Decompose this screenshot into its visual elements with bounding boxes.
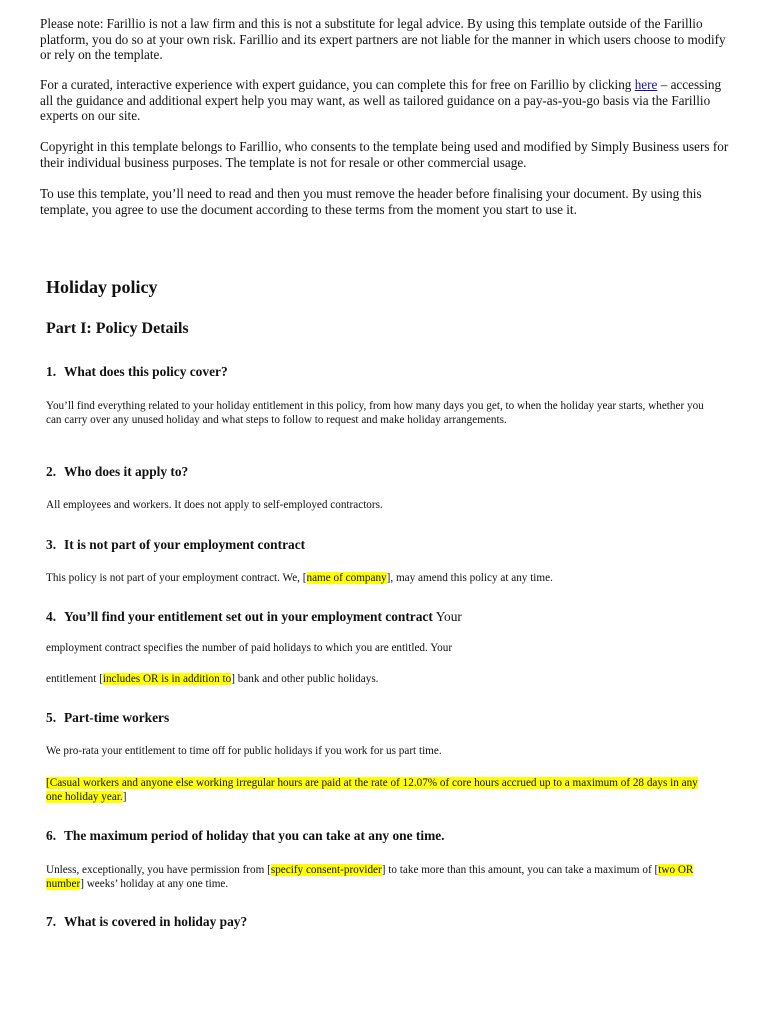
section-number: 1. <box>46 364 57 379</box>
section-body-5-casual <box>46 776 716 804</box>
notice-text: For a curated, interactive experience with expert guidance, you can complete this for free on Farillio by clicking <box>40 77 635 92</box>
body-text: ] weeks’ holiday at any one time. <box>80 878 229 890</box>
section-heading-text: What does this policy cover? <box>64 364 228 379</box>
section-number: 6. <box>46 828 57 843</box>
section-body-6 <box>46 863 716 891</box>
notice-paragraph-copyright: Copyright in this template belongs to Farillio, who consents to the template being used and modified by Simply Business users for their individual business purposes. The template is not for resale or other commercial usage. <box>40 139 729 170</box>
placeholder-company-name: name of company <box>306 572 387 584</box>
here-link[interactable]: here <box>634 77 658 92</box>
body-text: ], may amend this policy at any time. <box>386 572 553 584</box>
section-heading-text: Who does it apply to? <box>64 464 189 479</box>
section-heading-7 <box>46 914 247 930</box>
section-number: 2. <box>46 464 57 479</box>
body-text: entitlement [ <box>46 673 103 685</box>
section-body-4-line2 <box>46 672 716 686</box>
body-text: ] to take more than this amount, you can take a maximum of [ <box>381 864 659 876</box>
section-number: 3. <box>46 537 57 552</box>
section-heading-text: Part-time workers <box>64 710 170 725</box>
section-heading-1 <box>46 364 228 380</box>
placeholder-weeks-number: two OR number <box>46 864 694 890</box>
body-text: Unless, exceptionally, you have permission from [ <box>46 864 271 876</box>
bracket: [ <box>46 777 50 789</box>
placeholder-consent-provider: specify consent-provider <box>270 864 382 876</box>
body-text: ] bank and other public holidays. <box>231 673 379 685</box>
notice-paragraph-farillio <box>40 77 734 124</box>
section-number: 7. <box>46 914 57 929</box>
section-heading-text: You’ll find your entitlement set out in your employment contract <box>64 609 433 624</box>
section-body-1: You’ll find everything related to your holiday entitlement in this policy, from how many days you get, to when the holiday year starts, whether you can carry over any unused holiday and what steps to follow to request and make holiday arrangements. <box>46 400 704 426</box>
placeholder-holiday-option: includes OR is in addition to <box>102 673 232 685</box>
notice-paragraph-usage: To use this template, you’ll need to read and then you must remove the header before finalising your document. By using this template, you agree to use the document according to these terms from the moment you start to use it. <box>40 186 702 217</box>
section-body-3 <box>46 571 716 585</box>
section-body-4-line1: employment contract specifies the number of paid holidays to which you are entitled. Your <box>46 642 453 654</box>
section-heading-text: It is not part of your employment contract <box>64 537 306 552</box>
section-heading-2 <box>46 464 188 480</box>
placeholder-casual-workers: Casual workers and anyone else working irregular hours are paid at the rate of 12.07% of core hours accrued up to a maximum of 28 days in any one holiday year. <box>46 777 698 803</box>
bracket: ] <box>122 791 127 803</box>
section-body-2: All employees and workers. It does not apply to self-employed contractors. <box>46 499 383 511</box>
section-heading-trail: Your <box>432 609 462 624</box>
notice-text: – accessing all the guidance and additional expert help you may want, as well as tailored guidance on a pay-as-you-go basis via the Farillio experts on our site. <box>40 77 722 123</box>
section-number: 4. <box>46 609 57 624</box>
section-heading-text: The maximum period of holiday that you can take at any one time. <box>64 828 445 843</box>
section-body-5: We pro-rata your entitlement to time off for public holidays if you work for us part time. <box>46 745 442 757</box>
section-heading-5 <box>46 710 169 726</box>
section-heading-4 <box>46 609 462 625</box>
policy-title: Holiday policy <box>46 277 158 297</box>
section-heading-3 <box>46 537 305 553</box>
section-heading-text: What is covered in holiday pay? <box>64 914 248 929</box>
section-number: 5. <box>46 710 57 725</box>
section-heading-6 <box>46 828 445 844</box>
part-title: Part I: Policy Details <box>46 320 189 337</box>
body-text: This policy is not part of your employment contract. We, [ <box>46 572 307 584</box>
notice-paragraph-legal: Please note: Farillio is not a law firm and this is not a substitute for legal advice. By using this template outside of the Farillio platform, you do so at your own risk. Farillio and its expert partners are not liable for the manner in which users choose to modify or rely on the template. <box>40 16 726 62</box>
